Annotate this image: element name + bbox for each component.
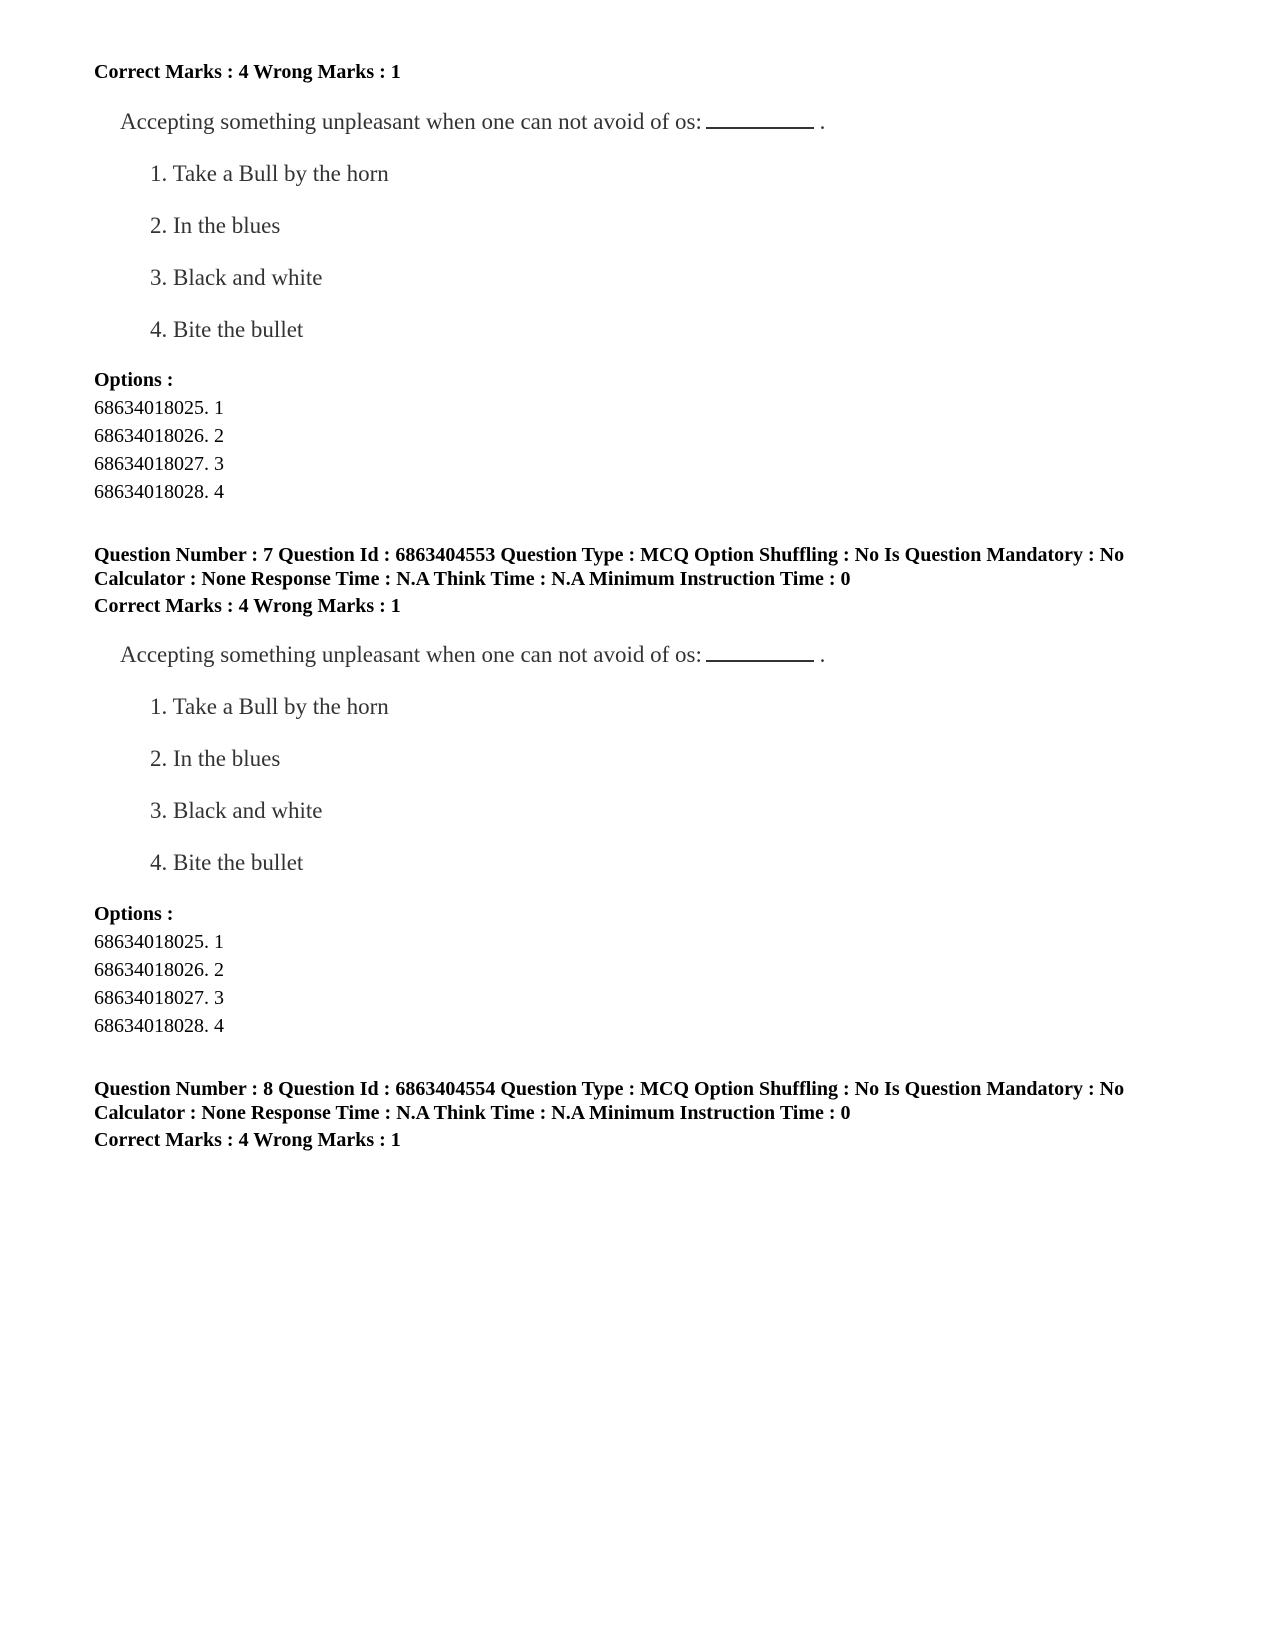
question-end: . — [819, 642, 826, 667]
choice-item: 1. Take a Bull by the horn — [150, 694, 389, 719]
choice-item: 4. Bite the bullet — [150, 317, 304, 342]
option-id: 68634018027. 3 — [94, 453, 224, 475]
question-text — [120, 641, 825, 669]
marks-line: Correct Marks : 4 Wrong Marks : 1 — [94, 61, 401, 83]
option-id: 68634018027. 3 — [94, 987, 224, 1009]
question-text — [120, 108, 825, 136]
question-end: . — [819, 109, 826, 134]
choice-item: 3. Black and white — [150, 265, 323, 290]
answer-blank — [706, 642, 814, 662]
option-id: 68634018026. 2 — [94, 425, 224, 447]
option-id: 68634018028. 4 — [94, 481, 224, 503]
question-stem: Accepting something unpleasant when one can not avoid of os: — [120, 109, 702, 134]
question-stem: Accepting something unpleasant when one can not avoid of os: — [120, 642, 702, 667]
marks-line: Correct Marks : 4 Wrong Marks : 1 — [94, 1129, 401, 1151]
choice-item: 3. Black and white — [150, 798, 323, 823]
answer-blank — [706, 109, 814, 129]
choice-item: 2. In the blues — [150, 746, 281, 771]
meta-line: Question Number : 7 Question Id : 6863404553 Question Type : MCQ Option Shuffling : No Is Question Mandatory : No — [94, 544, 1125, 566]
question-meta — [94, 1077, 1204, 1125]
choice-item: 2. In the blues — [150, 213, 281, 238]
options-label: Options : — [94, 369, 174, 391]
question-meta — [94, 543, 1204, 591]
meta-line: Calculator : None Response Time : N.A Think Time : N.A Minimum Instruction Time : 0 — [94, 568, 851, 590]
meta-line: Calculator : None Response Time : N.A Think Time : N.A Minimum Instruction Time : 0 — [94, 1102, 851, 1124]
option-id: 68634018025. 1 — [94, 931, 224, 953]
marks-line: Correct Marks : 4 Wrong Marks : 1 — [94, 595, 401, 617]
options-label: Options : — [94, 903, 174, 925]
option-id: 68634018025. 1 — [94, 397, 224, 419]
meta-line: Question Number : 8 Question Id : 6863404554 Question Type : MCQ Option Shuffling : No Is Question Mandatory : No — [94, 1078, 1125, 1100]
option-id: 68634018026. 2 — [94, 959, 224, 981]
choice-item: 4. Bite the bullet — [150, 850, 304, 875]
choice-item: 1. Take a Bull by the horn — [150, 161, 389, 186]
option-id: 68634018028. 4 — [94, 1015, 224, 1037]
